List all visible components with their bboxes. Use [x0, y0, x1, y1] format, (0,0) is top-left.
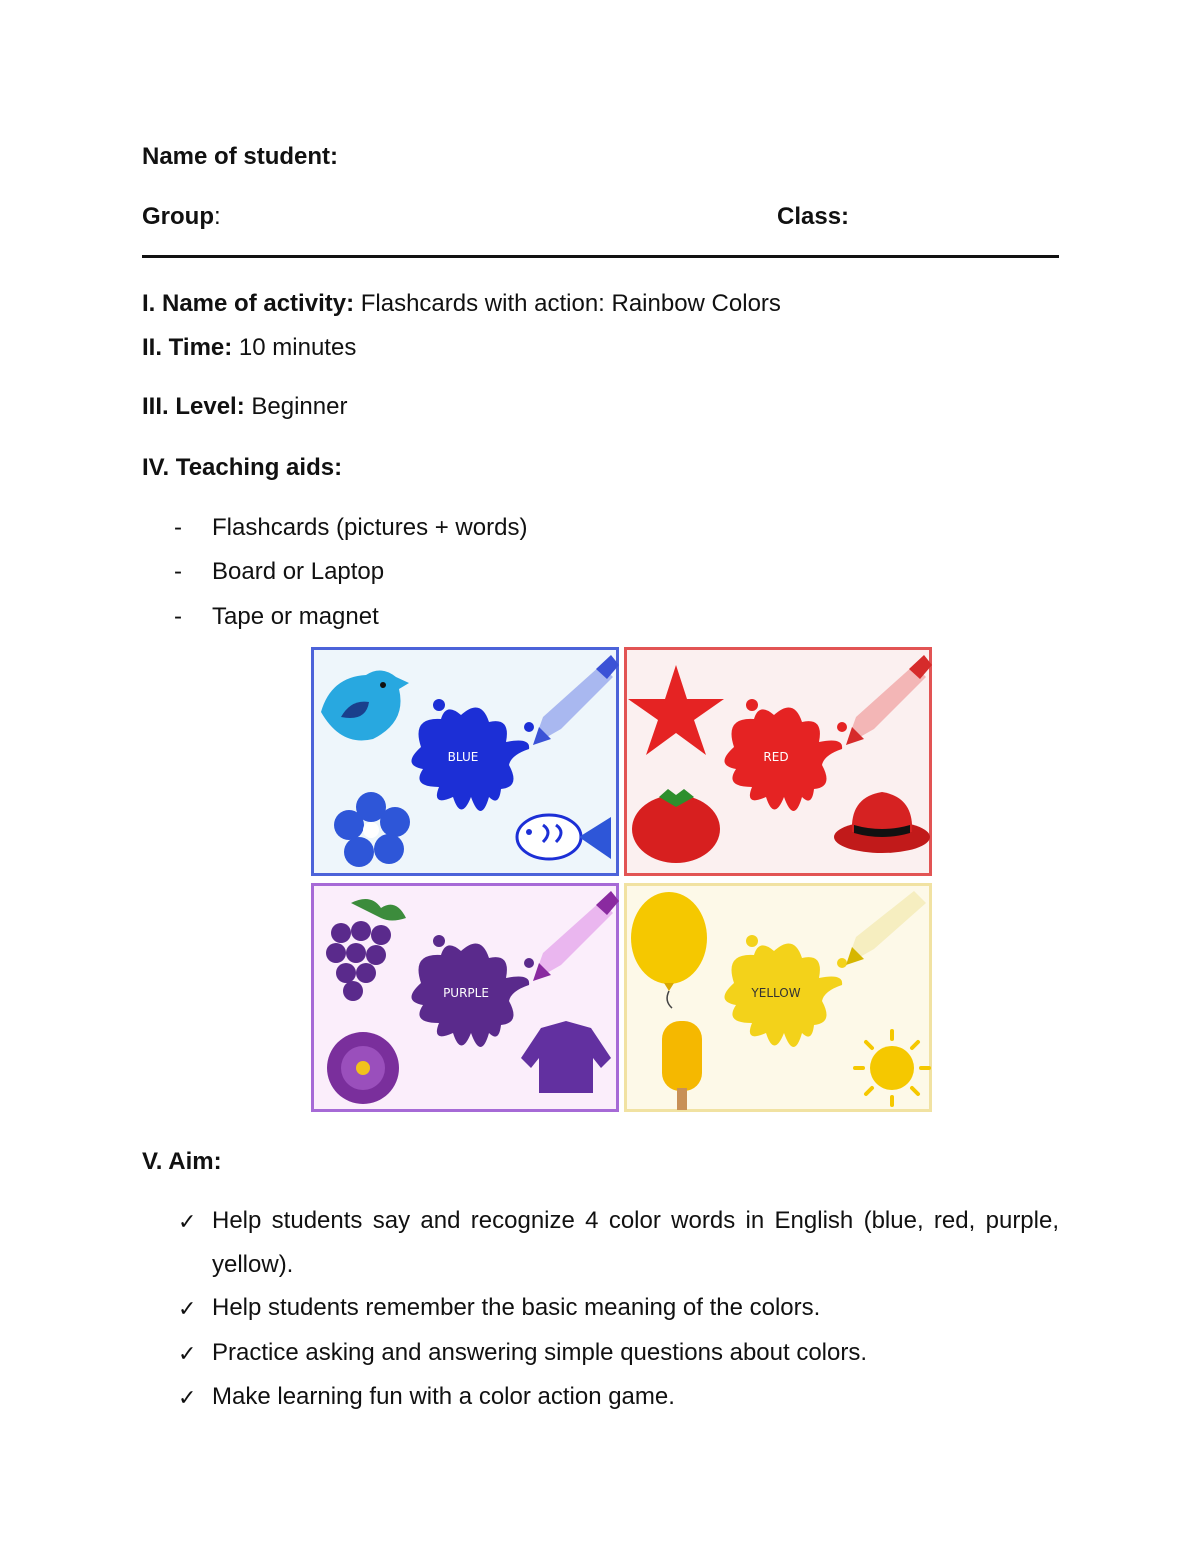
aim-item: Help students remember the basic meaning of the colors.: [212, 1294, 821, 1321]
card-word: BLUE: [447, 750, 479, 764]
time-row: [142, 334, 356, 362]
check-icon: ✓: [178, 1209, 197, 1234]
time-label: II. Time:: [142, 334, 233, 361]
color-flashcards-image: [311, 647, 933, 1113]
flashcard-red: [624, 647, 932, 876]
check-icon: ✓: [178, 1296, 197, 1321]
aid-item: Board or Laptop: [212, 558, 385, 585]
aim-heading: V. Aim:: [142, 1148, 222, 1175]
aim-item: Help students say and recognize 4 color words in English (blue, red, purple, yellow).: [212, 1207, 1059, 1278]
card-word: RED: [763, 750, 789, 764]
flashcard-blue-art: [311, 647, 619, 876]
check-icon: ✓: [178, 1341, 197, 1366]
flashcard-purple-art: [311, 883, 619, 1112]
activity-name-label: I. Name of activity:: [142, 290, 355, 317]
aid-marker: -: [174, 558, 182, 585]
student-name-label: Name of student:: [142, 143, 339, 170]
card-word: YELLOW: [751, 986, 801, 1000]
flashcard-blue: [311, 647, 619, 876]
flashcard-yellow: [624, 883, 932, 1112]
card-word: PURPLE: [443, 986, 489, 1000]
check-icon: ✓: [178, 1385, 197, 1410]
time-value: 10 minutes: [232, 334, 357, 361]
aim-item: Make learning fun with a color action game.: [212, 1383, 675, 1410]
header-divider: [142, 255, 1059, 258]
aid-marker: -: [174, 514, 182, 541]
flashcard-red-art: [624, 647, 932, 876]
group-label: Group: [142, 203, 214, 230]
aim-item: Practice asking and answering simple questions about colors.: [212, 1339, 868, 1366]
level-row: [142, 393, 347, 421]
class-label: Class:: [777, 203, 850, 230]
activity-name-value: Flashcards with action: Rainbow Colors: [354, 290, 781, 317]
flashcard-yellow-art: [624, 883, 932, 1112]
flashcard-purple: [311, 883, 619, 1112]
aid-item: Tape or magnet: [212, 603, 379, 630]
aid-item: Flashcards (pictures + words): [212, 514, 528, 541]
group-field: [142, 203, 221, 231]
level-label: III. Level:: [142, 393, 245, 420]
daisy-icon: [327, 1032, 399, 1104]
level-value: Beginner: [244, 393, 348, 420]
activity-name-row: [142, 290, 781, 318]
aid-marker: -: [174, 603, 182, 630]
teaching-aids-heading: IV. Teaching aids:: [142, 454, 343, 481]
group-colon: :: [214, 203, 221, 230]
